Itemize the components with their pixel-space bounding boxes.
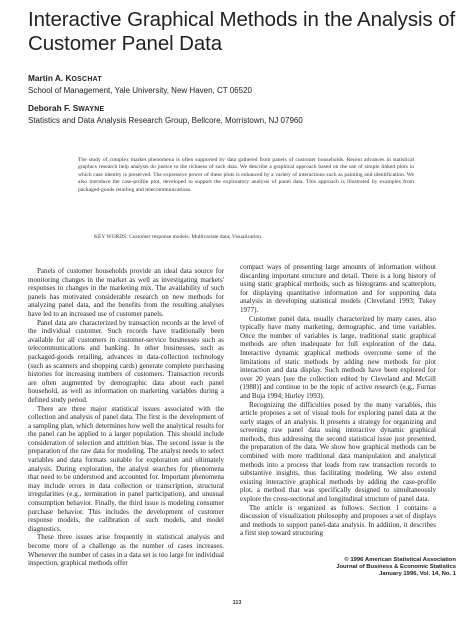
author-affiliation: School of Management, Yale University, New Haven, CT 06520 xyxy=(28,86,252,95)
page-number: 113 xyxy=(232,600,242,606)
article-title: Interactive Graphical Methods in the Analysis of Customer Panel Data xyxy=(28,8,456,55)
issue-info: January 1996, Vol. 14, No. 1 xyxy=(379,571,456,578)
paragraph: There are three major statistical issues associated with the collection and analysis of panel data. The first is the development of a sampling plan, which determines how well the analytical results for the panel can be applied to a larger population. This should include consideration of selection and attrition bias. The second issue is the preparation of the raw data for modeling. The analyst needs to select variables and data formats suitable for exploration and ultimately analysis. During exploration, the analyst searches for phenomena that need to be understood and accounted for. Important phenomena may include errors in data collection or transcription, structural irregularities (e.g., termination in panel participation), and unusual consumption behavior. Finally, the third issue is modeling consumer purchase behavior. This includes the development of customer response models, the calibration of such models, and model diagnostics. xyxy=(28,404,224,533)
copyright-notice xyxy=(270,557,456,579)
author-affiliation: Statistics and Data Analysis Research Group, Bellcore, Morristown, NJ 07960 xyxy=(28,116,303,125)
body-column-right xyxy=(240,263,436,538)
keywords: KEY WORDS: Customer response models; Multivariate data; Visualization. xyxy=(94,234,263,240)
author-name: Deborah F. SWAYNE xyxy=(28,103,105,113)
author-block-2 xyxy=(28,103,458,126)
author-name: Martin A. KOSCHAT xyxy=(28,73,102,83)
paragraph: Recognizing the difficulties posed by the many variables, this article proposes a set of visual tools for exploring panel data at the early stages of an analysis. It presents a strategy for organizing and screening raw panel data using interactive dynamic graphical methods, thus addressing the second statistical issue just presented, the preparation of the data. We show how graphical methods can be combined with more traditional data manipulation and analytical methods into a process that leads from raw transaction records to substantive insights, thus facilitating modeling. We also extend existing interactive graphical methods by adding the case-profile plot, a method that was specifically designed to simultaneously explore the cross-sectional and longitudinal structure of panel data. xyxy=(240,400,436,504)
author-block-1 xyxy=(28,73,458,96)
paragraph: Customer panel data, usually characterized by many cases, also typically have many marketing, demographic, and time variables. Once the number of variables is large, traditional static graphical methods are often inadequate for full exploration of the data. Interactive dynamic graphical methods overcome some of the limitations of static methods by adding new methods for plot interaction and data display. Such methods have been explored for over 20 years [see the collection edited by Cleveland and McGill (1988)] and continue to be the topic of active research (e.g., Furnas and Buja 1994; Hurley 1993). xyxy=(240,314,436,400)
body-column-left xyxy=(28,267,224,568)
paragraph: The article is organized as follows. Section 1 contains a discussion of visualization philosophy and proposes a set of displays and methods to support panel-data analysis. In addition, it describes a first step toward structuring xyxy=(240,503,436,538)
paragraph: compact ways of presenting large amounts of information without discarding important structure and detail. There is a long history of using static graphical methods, such as histograms and scatterplots, for displaying quantitative information and for supporting data analysis in developing statistical models (Cleveland 1993; Tukey 1977). xyxy=(240,263,436,314)
copyright-line: © 1996 American Statistical Association xyxy=(344,557,456,563)
paragraph: These three issues arise frequently in statistical analysis and become more of a challenge as the number of cases increases. Whenever the number of cases in a data set is too large for individual inspection, graphical methods offer xyxy=(28,533,224,568)
paragraph: Panels of customer households provide an ideal data source for monitoring changes in the market as well as investigating markets' responses to changes in the marketing mix. The availability of such panels has motivated considerable research on new methods for analyzing panel data, and the benefits from the resulting analyses have led to an increased use of customer panels. xyxy=(28,267,224,318)
abstract: The study of complex market phenomena is often supported by data gathered from panels of customer households. Recent advances in statistical graphics research help analysts do justice to the richness of such data. We describe a graphical approach based on the use of simple linked plots in which case identity is preserved. The expressive power of these plots is enhanced by a variety of interactions such as painting and identification. We also introduce the case-profile plot, developed to support the exploratory analysis of panel data. This approach is illustrated by examples from packaged-goods retailing and telecommunications. xyxy=(78,157,414,193)
journal-name: Journal of Business & Economic Statistics xyxy=(336,564,456,571)
paragraph: Panel data are characterized by transaction records at the level of the individual customer. Such records have traditionally been available for all customers in customer-service businesses such as telecommunications and banking. In other businesses, such as packaged-goods retailing, advances in data-collection technology (such as scanners and shopping cards) generate complete purchasing histories for increasing numbers of customers. Transaction records are often augmented by demographic data about each panel household, as well as information on marketing variables during a defined study period. xyxy=(28,318,224,404)
